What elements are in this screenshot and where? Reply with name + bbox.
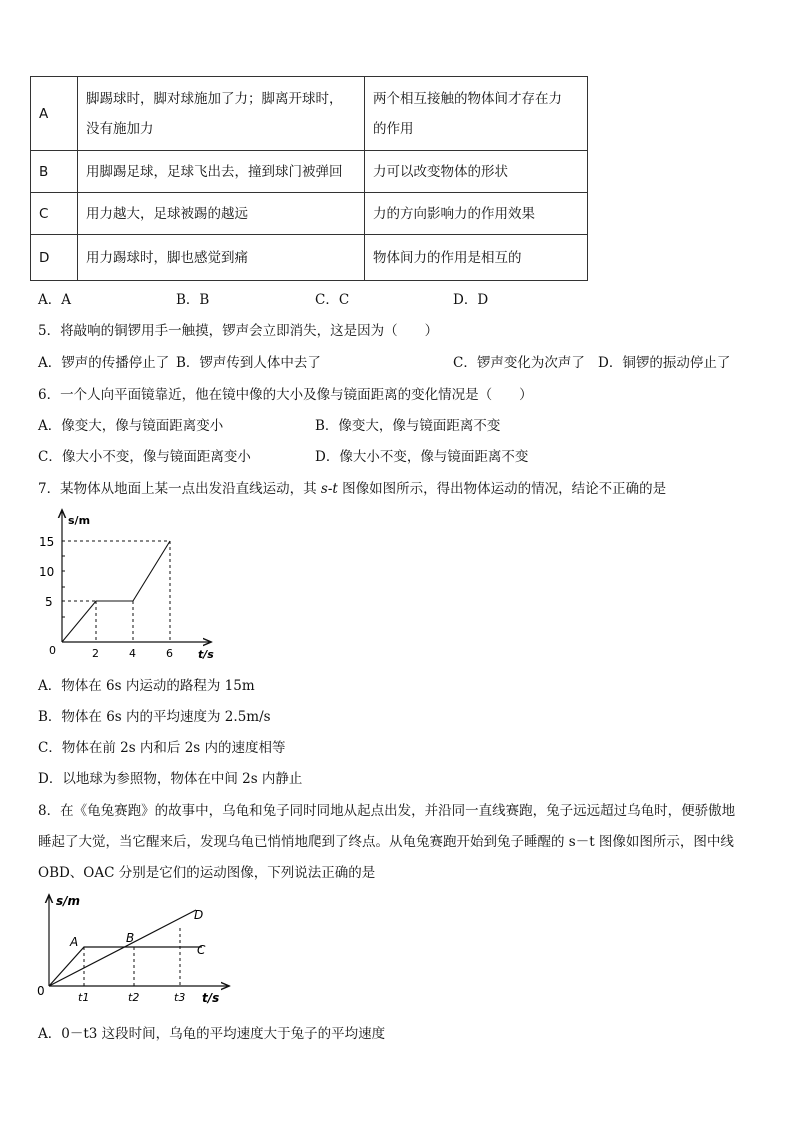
line-oac	[49, 947, 202, 986]
row-conclusion: 两个相互接触的物体间才存在力 的作用	[365, 77, 588, 151]
x-tick-label: t1	[78, 991, 90, 1004]
q5-stem: 5．将敲响的铜锣用手一触摸，锣声会立即消失，这是因为（ ）	[38, 323, 439, 339]
table-row	[31, 151, 588, 193]
q4-option-a: A．A	[38, 292, 71, 308]
table-row	[31, 77, 588, 151]
st-line	[62, 541, 170, 642]
q6-option-a: A．像变大，像与镜面距离变小	[38, 418, 224, 434]
row-event: 用脚踢足球，足球飞出去，撞到球门被弹回	[78, 151, 365, 193]
point-d-label: D	[194, 908, 204, 922]
row-label: C	[31, 193, 78, 235]
table-row	[31, 235, 588, 281]
row-label: B	[31, 151, 78, 193]
point-b-label: B	[126, 931, 135, 945]
y-tick-label: 5	[45, 595, 53, 609]
x-tick-label: 2	[92, 647, 99, 660]
y-axis-label: s/m	[56, 894, 81, 908]
q8-stem-line2: 睡起了大觉，当它醒来后，发现乌龟已悄悄地爬到了终点。从龟兔赛跑开始到兔子睡醒的 s－t 图像如图所示，图中线	[38, 834, 734, 850]
x-tick-label: t2	[128, 991, 140, 1004]
q8-st-graph	[32, 888, 232, 1008]
q8-option-a: A．0－t3 这段时间，乌龟的平均速度大于兔子的平均速度	[38, 1026, 386, 1042]
row-conclusion: 力的方向影响力的作用效果	[365, 193, 588, 235]
q5-option-b: B．锣声传到人体中去了	[176, 355, 321, 371]
q4-table	[30, 76, 588, 281]
row-conclusion: 力可以改变物体的形状	[365, 151, 588, 193]
row-conclusion: 物体间力的作用是相互的	[365, 235, 588, 281]
y-tick-label: 15	[39, 535, 55, 549]
row-event: 用力越大，足球被踢的越远	[78, 193, 365, 235]
x-axis-label: t/s	[198, 648, 214, 661]
x-tick-label: t3	[174, 991, 186, 1004]
q7-option-d: D．以地球为参照物，物体在中间 2s 内静止	[38, 771, 303, 787]
row-event: 用力踢球时，脚也感觉到痛	[78, 235, 365, 281]
x-tick-label: 4	[129, 647, 136, 660]
row-event: 脚踢球时，脚对球施加了力；脚离开球时， 没有施加力	[78, 77, 365, 151]
q4-option-d: D．D	[453, 292, 489, 308]
q8-stem-line1: 8．在《龟兔赛跑》的故事中，乌龟和兔子同时同地从起点出发，并沿同一直线赛跑，兔子远远超过乌龟时，便骄傲地	[38, 803, 736, 819]
row-label: A	[31, 77, 78, 151]
q7-option-b: B．物体在 6s 内的平均速度为 2.5m/s	[38, 709, 271, 725]
x-tick-label: 6	[166, 647, 173, 660]
y-tick-label: 10	[39, 565, 55, 579]
q5-option-a: A．锣声的传播停止了	[38, 355, 170, 371]
q6-stem: 6．一个人向平面镜靠近，他在镜中像的大小及像与镜面距离的变化情况是（ ）	[38, 387, 533, 403]
y-axis-label: s/m	[68, 514, 91, 527]
row-label: D	[31, 235, 78, 281]
q7-option-a: A．物体在 6s 内运动的路程为 15m	[38, 678, 255, 694]
table-row	[31, 193, 588, 235]
point-c-label: C	[197, 943, 206, 957]
q4-option-b: B．B	[176, 292, 210, 308]
q7-stem: 7．某物体从地面上某一点出发沿直线运动，其 s-t 图像如图所示，得出物体运动的情况，结论不正确的是	[38, 481, 667, 497]
origin-label: 0	[49, 644, 56, 657]
q8-stem-line3: OBD、OAC 分别是它们的运动图像，下列说法正确的是	[38, 865, 376, 881]
q7-st-graph	[30, 505, 220, 665]
q6-option-c: C．像大小不变，像与镜面距离变小	[38, 449, 251, 465]
q5-option-c: C．锣声变化为次声了	[453, 355, 585, 371]
q7-option-c: C．物体在前 2s 内和后 2s 内的速度相等	[38, 740, 286, 756]
q5-option-d: D．铜锣的振动停止了	[598, 355, 731, 371]
x-axis-label: t/s	[202, 991, 220, 1005]
q6-option-b: B．像变大，像与镜面距离不变	[315, 418, 501, 434]
q6-option-d: D．像大小不变，像与镜面距离不变	[315, 449, 529, 465]
q4-option-c: C．C	[315, 292, 350, 308]
point-a-label: A	[70, 935, 79, 949]
origin-label: 0	[37, 984, 45, 998]
